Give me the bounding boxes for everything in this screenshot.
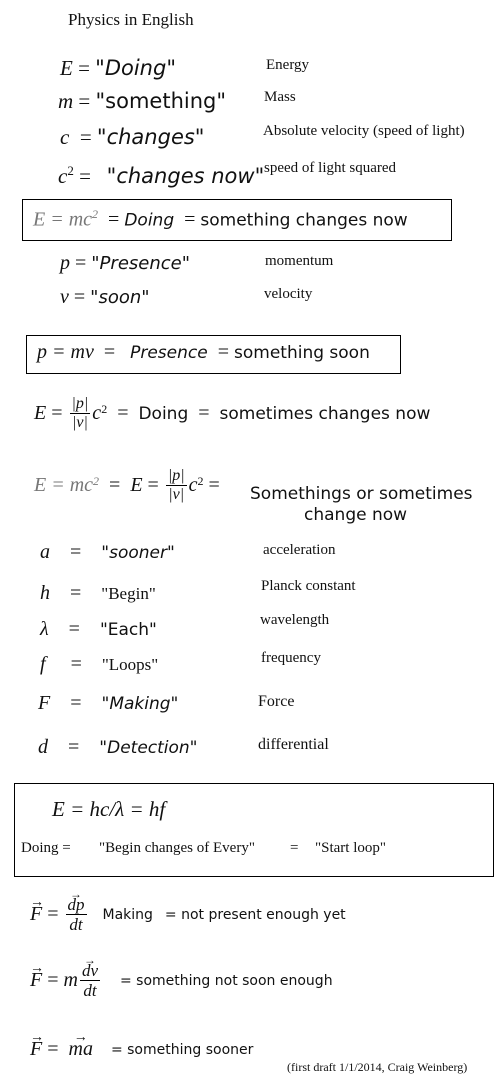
force-equation-acceleration: → F = → ma = something sooner <box>30 1038 253 1061</box>
fraction-dp-dt: → $\frac{dp}{dt}$ <box>66 896 87 933</box>
meaning-force: Force <box>258 693 295 710</box>
meaning-detection: differential <box>258 736 329 753</box>
box-pmv-content: p = mv = Presence = something soon <box>37 341 370 363</box>
force-equation-velocity: → F = m → $\frac{dv}{dt}$ = something not soon enough <box>30 962 333 999</box>
definition-energy: E = "Doing" <box>60 56 176 80</box>
box-planck-equals: = <box>290 840 299 856</box>
definition-light-speed: c = "changes" <box>60 125 205 149</box>
box-planck-equation: E = hc/λ = hf <box>52 797 166 821</box>
definition-momentum: p = "Presence" <box>60 252 190 274</box>
definition-velocity: v = "soon" <box>60 286 150 308</box>
box-planck <box>14 783 494 877</box>
meaning-light-speed: Absolute velocity (speed of light) <box>263 123 465 139</box>
definition-frequency: f = "Loops" <box>40 653 159 675</box>
definition-detection: d = "Detection" <box>38 736 198 758</box>
fraction-dv-dt: → $\frac{dv}{dt}$ <box>80 962 100 999</box>
meaning-momentum: momentum <box>265 253 334 269</box>
combined-text-line-2: change now <box>304 505 408 525</box>
meaning-wavelength: wavelength <box>260 612 330 628</box>
equation-momentum-energy: E = $\frac{|p|}{|v|}$ c $^2$ = Doing = sometimes changes now <box>34 395 431 431</box>
meaning-light-squared: speed of light squared <box>264 160 397 176</box>
combined-text-line-1: Somethings or sometimes <box>250 484 473 504</box>
equation-combined: E = mc $^2$ = E = $\frac{|p|}{|v|}$ c $^2$ = <box>34 467 225 503</box>
meaning-energy: Energy <box>266 57 310 73</box>
meaning-mass: Mass <box>264 89 296 105</box>
fraction-p-over-v-2: $\frac{|p|}{|v|}$ <box>167 467 185 503</box>
definition-wavelength: λ = "Each" <box>40 618 157 640</box>
meaning-planck: Planck constant <box>261 578 356 594</box>
definition-acceleration: a = "sooner" <box>40 541 175 563</box>
meaning-acceleration: acceleration <box>263 542 336 558</box>
definition-force: F = "Making" <box>38 692 179 714</box>
box-pmv <box>26 335 401 374</box>
meaning-frequency: frequency <box>261 650 321 666</box>
box-planck-end: "Start loop" <box>315 840 386 856</box>
page-title: Physics in English <box>68 10 194 29</box>
force-equation-momentum: → F = → $\frac{dp}{dt}$ Making = not present enough yet <box>30 896 346 933</box>
box-emc2-content: $E = mc^2$ = Doing = something changes now <box>33 207 408 231</box>
footer-note: (first draft 1/1/2014, Craig Weinberg) <box>287 1060 468 1074</box>
box-planck-middle: "Begin changes of Every" <box>99 840 255 856</box>
definition-light-squared: $c^2$ = "changes now" <box>58 163 265 188</box>
definition-mass: m = "something" <box>58 89 227 113</box>
box-planck-doing: Doing = <box>21 840 71 856</box>
definition-planck: h = "Begin" <box>40 582 156 604</box>
box-emc2 <box>22 199 452 241</box>
fraction-p-over-v: $\frac{|p|}{|v|}$ <box>71 395 89 431</box>
meaning-velocity: velocity <box>264 286 313 302</box>
